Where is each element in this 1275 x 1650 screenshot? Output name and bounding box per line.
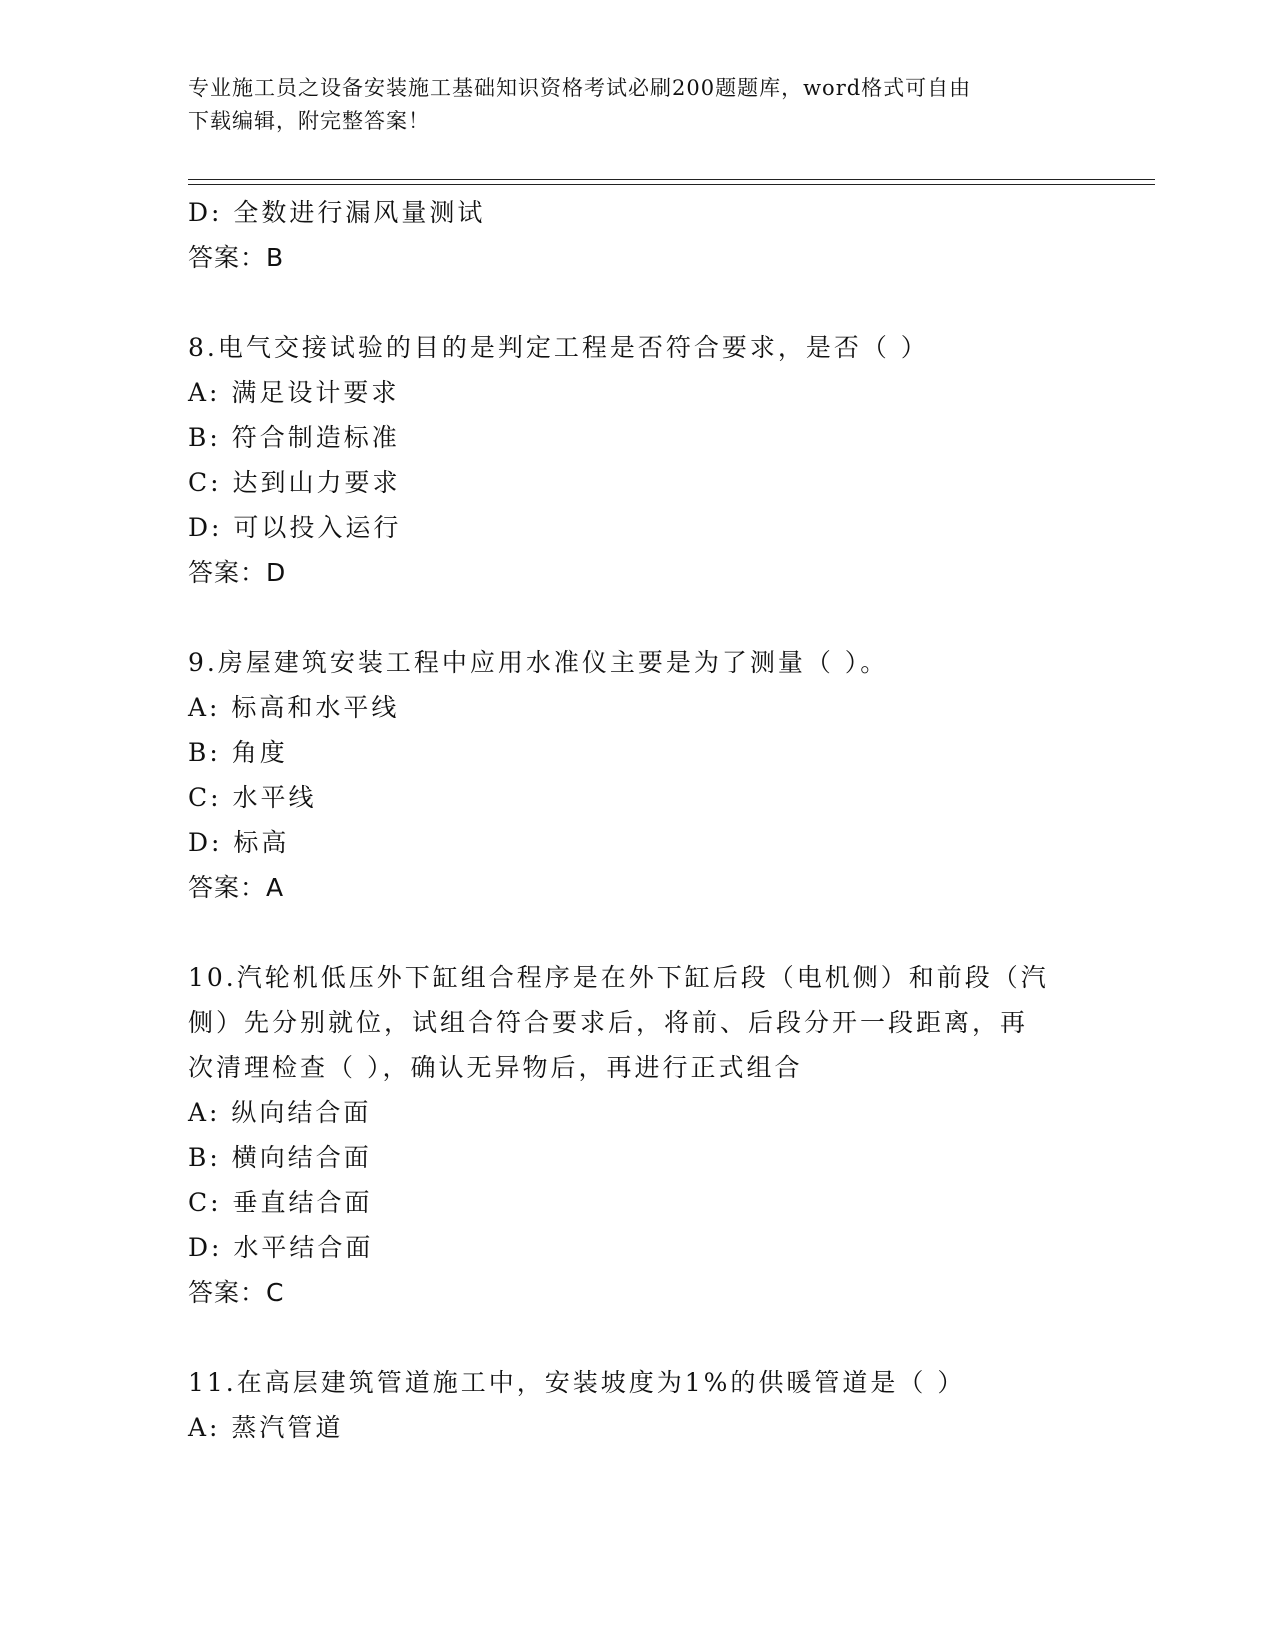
previous-question-tail [188,190,1088,280]
option-b: B: 角度 [188,738,288,767]
option-c: C: 水平线 [188,783,317,812]
header-divider-bottom [188,184,1155,185]
answer-line: 答案：A [188,873,285,902]
option-d: D: 标高 [188,828,290,857]
option-d: D: 可以投入运行 [188,513,402,542]
answer-line: 答案：D [188,558,287,587]
option-a: A: 蒸汽管道 [188,1413,344,1442]
question-text [188,1360,1088,1405]
question-text [188,640,1088,685]
question-8 [188,325,1088,595]
question-text-line: 10.汽轮机低压外下缸组合程序是在外下缸后段（电机侧）和前段（汽 [188,963,1049,992]
question-text-line: 侧）先分别就位，试组合符合要求后，将前、后段分开一段距离，再 [188,1008,1029,1037]
question-text [188,955,1088,1090]
question-text-line: 次清理检查（ ），确认无异物后，再进行正式组合 [188,1053,803,1082]
header-line-1: 专业施工员之设备安装施工基础知识资格考试必刷200题题库，word格式可自由 [188,76,972,100]
question-list [188,190,1088,1450]
option-d: D: 全数进行漏风量测试 [188,198,486,227]
header-line-2: 下载编辑，附完整答案！ [188,109,430,133]
option-a: A: 满足设计要求 [188,378,400,407]
question-9 [188,640,1088,910]
question-10 [188,955,1088,1315]
header-divider-top [188,179,1155,180]
question-11 [188,1360,1088,1450]
option-c: C: 达到山力要求 [188,468,401,497]
document-header [188,72,1088,138]
question-text-line: 8.电气交接试验的目的是判定工程是否符合要求，是否（ ） [188,333,929,362]
option-b: B: 横向结合面 [188,1143,372,1172]
answer-line: 答案：B [188,243,285,272]
question-text-line: 11.在高层建筑管道施工中，安装坡度为1%的供暖管道是（ ） [188,1368,966,1397]
question-text-line: 9.房屋建筑安装工程中应用水准仪主要是为了测量（ ）。 [188,648,889,677]
answer-line: 答案：C [188,1278,285,1307]
option-a: A: 纵向结合面 [188,1098,372,1127]
option-a: A: 标高和水平线 [188,693,400,722]
option-b: B: 符合制造标准 [188,423,400,452]
question-text [188,325,1088,370]
option-d: D: 水平结合面 [188,1233,374,1262]
option-c: C: 垂直结合面 [188,1188,373,1217]
